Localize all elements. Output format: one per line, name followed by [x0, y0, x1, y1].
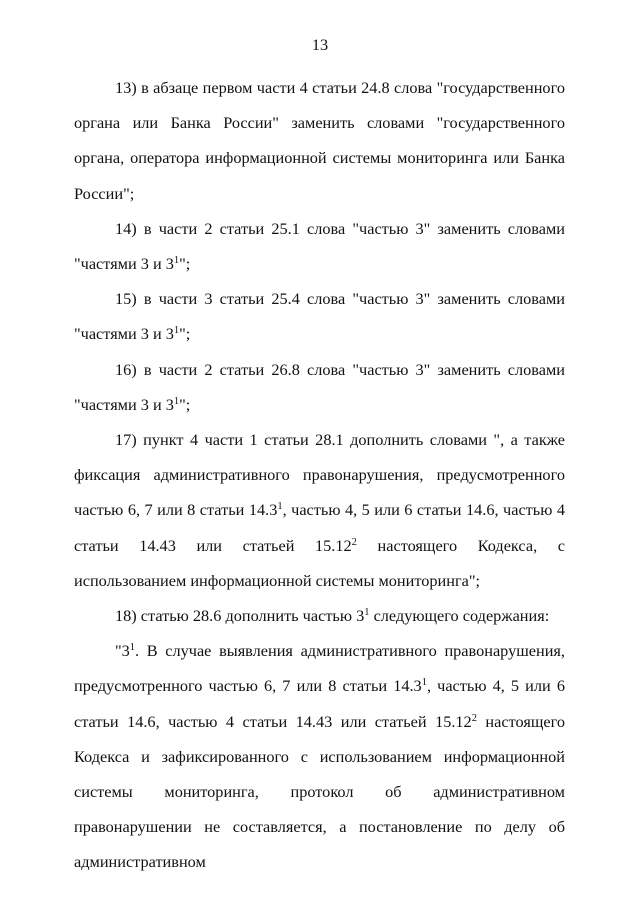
paragraph-text: , частью 4, 5 или 6 статьи 14.6, частью 4 статьи 14.43 или статьей 15.12: [74, 676, 565, 731]
paragraph-item-13: [74, 70, 565, 211]
paragraph-text-end: настоящего Кодекса, с использованием информационной системы мониторинга";: [74, 535, 565, 590]
paragraph-text-end: ";: [179, 254, 191, 274]
superscript: 1: [277, 501, 283, 513]
paragraph-text: "3: [115, 641, 130, 661]
paragraph-item-15: [74, 281, 565, 351]
paragraph-text: 14) в части 2 статьи 25.1 слова "частью 3" заменить словами "частями 3 и 3: [74, 218, 565, 274]
document-body: [74, 70, 565, 880]
page-number: 13: [311, 35, 329, 54]
paragraph-text: , частью 4, 5 или 6 статьи 14.6, частью 4 статьи 14.43 или статьей 15.12: [74, 500, 565, 555]
superscript: 2: [471, 712, 477, 724]
superscript: 1: [364, 607, 370, 619]
paragraph-text-end: следующего содержания:: [369, 606, 550, 626]
paragraph-item-3-1: [74, 633, 565, 879]
paragraph-text: 16) в части 2 статьи 26.8 слова "частью 3" заменить словами "частями 3 и 3: [74, 359, 565, 414]
paragraph-text-end: настоящего Кодекса и зафиксированного с использованием информационной системы мониторинга, протокол об административном правонарушении не составляется, а постановление по делу об административном: [74, 711, 565, 872]
paragraph-item-17: [74, 422, 565, 598]
paragraph-text-end: ";: [179, 394, 191, 414]
paragraph-text: 15) в части 3 статьи 25.4 слова "частью 3" заменить словами "частями 3 и 3: [74, 289, 565, 344]
superscript: 2: [351, 536, 357, 548]
superscript: 1: [173, 395, 180, 407]
paragraph-text: 17) пункт 4 части 1 статьи 28.1 дополнить словами ", а также фиксация административного правонарушения, предусмотренного частью 6, 7 или 8 статьи 14.3: [74, 430, 565, 520]
paragraph-text: 18) статью 28.6 дополнить частью 3: [115, 606, 365, 626]
paragraph-text: 13) в абзаце первом части 4 статьи 24.8 слова "государственного органа или Банка России" заменить словами "государственного органа, оператора информационной системы мониторинга или Банка России";: [74, 78, 565, 203]
superscript: 1: [421, 677, 427, 689]
paragraph-item-16: [74, 352, 565, 422]
superscript: 1: [173, 325, 180, 337]
paragraph-item-14: [74, 211, 565, 281]
paragraph-item-18: [74, 598, 565, 633]
paragraph-text-end: ";: [179, 324, 191, 344]
paragraph-text: . В случае выявления административного правонарушения, предусмотренного частью 6, 7 или 8 статьи 14.3: [74, 641, 565, 696]
superscript: 1: [173, 255, 180, 267]
superscript: 1: [129, 642, 136, 654]
